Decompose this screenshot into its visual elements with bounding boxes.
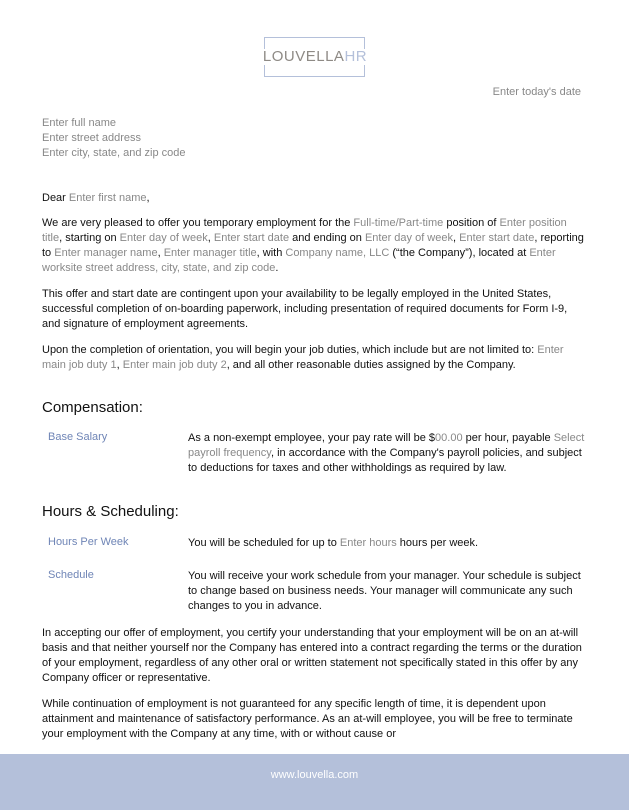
first-name-field[interactable]: Enter first name [68, 192, 147, 204]
compensation-heading: Compensation: [42, 399, 143, 416]
company-logo [262, 37, 368, 77]
end-day-field[interactable]: Enter day of week [364, 232, 453, 244]
job-duty-1-field[interactable]: Enter main job duty 1 [42, 344, 564, 371]
start-date-field[interactable]: Enter start date [213, 232, 290, 244]
pay-rate-field[interactable]: 00.00 [435, 432, 463, 444]
duties-paragraph: Upon the completion of orientation, you will begin your job duties, which include but are not limited to: Enter main job duty 1, Enter main job duty 2, and all other reasonable duties assigned by the Company. [42, 344, 564, 371]
full-name-field[interactable]: Enter full name [42, 117, 116, 129]
employment-type-field[interactable]: Full-time/Part-time [353, 217, 444, 229]
manager-name-field[interactable]: Enter manager name [54, 247, 158, 259]
street-address-field[interactable]: Enter street address [42, 132, 142, 144]
job-duty-2-field[interactable]: Enter main job duty 2 [122, 359, 227, 371]
logo-text: LOUVELLAHR [262, 48, 368, 65]
at-will-paragraph: In accepting our offer of employment, you certify your understanding that your employment will be on an at-will basis and that neither yourself nor the Company has entered into a contract regarding the terms or the duration of your employment, regardless of any other oral or written statement not specifically stated in this offer by any Company officer or representative. [42, 627, 582, 684]
contingency-paragraph: This offer and start date are contingent upon your availability to be legally employed in the United States, successful completion of on-boarding paperwork, including presentation of required documents for Form I-9, and signature of employment agreements. [42, 288, 568, 330]
company-name-field[interactable]: Company name, LLC [285, 247, 390, 259]
hours-field[interactable]: Enter hours [339, 537, 397, 549]
greeting: Dear Enter first name, [42, 192, 150, 204]
schedule-label: Schedule [48, 569, 94, 581]
worksite-address-field[interactable]: Enter worksite street address, city, state, and zip code [42, 247, 556, 274]
hours-per-week-text: You will be scheduled for up to Enter hours hours per week. [188, 537, 479, 549]
base-salary-text: As a non-exempt employee, your pay rate will be $00.00 per hour, payable Select payroll frequency, in accordance with the Company's payroll policies, and subject to deductions for taxes and other withholdings as required by law. [188, 432, 585, 474]
base-salary-label: Base Salary [48, 431, 108, 443]
end-date-field[interactable]: Enter start date [459, 232, 535, 244]
footer [0, 754, 629, 810]
city-state-zip-field[interactable]: Enter city, state, and zip code [42, 147, 186, 159]
footer-url[interactable]: www.louvella.com [270, 769, 359, 781]
logo-accent: HR [344, 48, 368, 65]
continuation-paragraph: While continuation of employment is not guaranteed for any specific length of time, it is dependent upon attainment and maintenance of satisfactory performance. As an at-will employee, you will be free to terminate your employment with the Company at any time, with or without cause or [42, 698, 573, 740]
date-field[interactable]: Enter today's date [492, 86, 581, 98]
payroll-frequency-select[interactable]: Select payroll frequency [188, 432, 585, 459]
start-day-field[interactable]: Enter day of week [119, 232, 208, 244]
position-title-field[interactable]: Enter position title [42, 217, 567, 244]
manager-title-field[interactable]: Enter manager title [163, 247, 257, 259]
recipient-address [42, 116, 185, 161]
hours-per-week-label: Hours Per Week [48, 536, 129, 548]
hours-heading: Hours & Scheduling: [42, 503, 179, 520]
schedule-text: You will receive your work schedule from your manager. Your schedule is subject to change based on business needs. Your manager will communicate any such changes to you in advance. [188, 570, 581, 612]
offer-paragraph: We are very pleased to offer you temporary employment for the Full-time/Part-time position of Enter position title, starting on Enter day of week, Enter start date and ending on Enter day of week, Enter start date, reporting to Enter manager name, Enter manager title, with Company name, LLC (“the Company”), located at Enter worksite street address, city, state, and zip code. [42, 217, 584, 274]
